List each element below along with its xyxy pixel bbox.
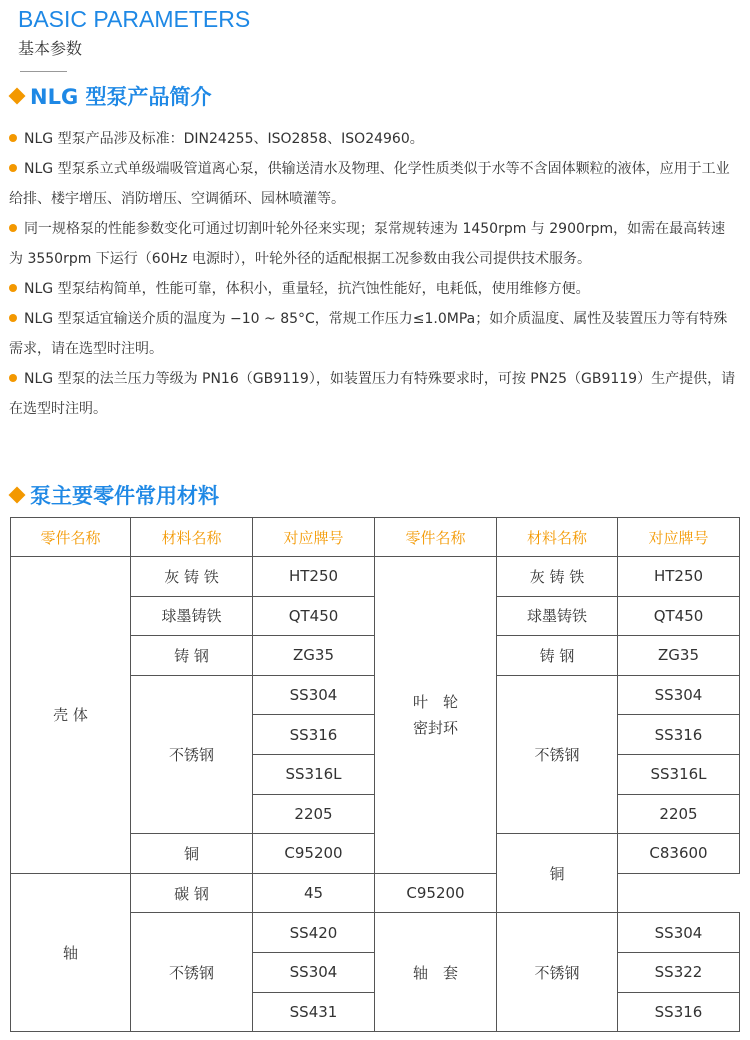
grade-cell: SS420 [253, 913, 375, 953]
list-item: NLG 型泵的法兰压力等级为 PN16（GB9119），如装置压力有特殊要求时，可按 PN25（GB9119）生产提供，请在选型时注明。 [9, 371, 736, 417]
bullet-dot-icon [9, 314, 17, 322]
table-row [11, 557, 740, 597]
header-title-cn: 基本参数 [18, 39, 83, 58]
grade-cell: SS316L [618, 754, 740, 794]
material-cell: 灰 铸 铁 [497, 557, 618, 597]
grade-cell: QT450 [253, 596, 375, 636]
bullet-dot-icon [9, 224, 17, 232]
diamond-icon [9, 88, 26, 105]
header-title-en: BASIC PARAMETERS [18, 6, 251, 32]
material-cell: 铜 [497, 834, 618, 913]
material-cell: 灰 铸 铁 [131, 557, 253, 597]
materials-section-title [9, 480, 219, 510]
grade-cell: QT450 [618, 596, 740, 636]
material-cell: 铸 钢 [131, 636, 253, 676]
grade-cell: 2205 [618, 794, 740, 834]
material-cell: 碳 钢 [131, 873, 253, 913]
diamond-icon [9, 487, 26, 504]
grade-cell: 45 [253, 873, 375, 913]
header-part-name: 零件名称 [375, 518, 497, 557]
list-item: NLG 型泵结构简单，性能可靠，体积小，重量轻，抗汽蚀性能好，电耗低，使用维修方便。 [9, 274, 739, 304]
bullet-dot-icon [9, 134, 17, 142]
material-cell: 不锈钢 [131, 913, 253, 1032]
part-impeller-seal-ring: 叶 轮 密封环 [375, 557, 497, 874]
bullet-dot-icon [9, 374, 17, 382]
grade-cell: C95200 [375, 873, 497, 913]
list-item: NLG 型泵产品涉及标准：DIN24255、ISO2858、ISO24960。 [9, 124, 739, 154]
grade-cell: SS431 [253, 992, 375, 1032]
list-item: NLG 型泵适宜输送介质的温度为 −10 ~ 85°C，常规工作压力≤1.0MPa；如介质温度、属性及装置压力等有特殊需求，请在选型时注明。 [9, 311, 728, 357]
grade-cell: ZG35 [253, 636, 375, 676]
header-part-name: 零件名称 [11, 518, 131, 557]
material-cell: 铜 [131, 834, 253, 874]
intro-section-title [9, 81, 212, 111]
part-shaft-sleeve: 轴 套 [375, 913, 497, 1032]
grade-cell: SS304 [618, 913, 740, 953]
intro-bullet-list [9, 124, 739, 424]
grade-cell: SS304 [618, 675, 740, 715]
bullet-dot-icon [9, 164, 17, 172]
intro-title-text: NLG 型泵产品简介 [30, 85, 212, 109]
material-cell: 球墨铸铁 [131, 596, 253, 636]
grade-cell: 2205 [253, 794, 375, 834]
header-material-name: 材料名称 [131, 518, 253, 557]
grade-cell: HT250 [618, 557, 740, 597]
material-cell: 不锈钢 [131, 675, 253, 833]
grade-cell: SS322 [618, 952, 740, 992]
grade-cell: SS316 [618, 992, 740, 1032]
material-cell: 球墨铸铁 [497, 596, 618, 636]
table-row [11, 873, 740, 913]
grade-cell: SS316 [253, 715, 375, 755]
header-divider [20, 71, 67, 72]
header-material-name: 材料名称 [497, 518, 618, 557]
list-item: NLG 型泵系立式单级端吸管道离心泵，供输送清水及物理、化学性质类似于水等不含固体颗粒的液体，应用于工业给排、楼宇增压、消防增压、空调循环、园林喷灌等。 [9, 161, 730, 207]
table-header-row [11, 518, 740, 557]
bullet-dot-icon [9, 284, 17, 292]
grade-cell: SS304 [253, 952, 375, 992]
grade-cell: ZG35 [618, 636, 740, 676]
grade-cell: HT250 [253, 557, 375, 597]
materials-table [10, 517, 740, 1032]
material-cell: 不锈钢 [497, 675, 618, 833]
material-cell: 不锈钢 [497, 913, 618, 1032]
list-item: 同一规格泵的性能参数变化可通过切割叶轮外径来实现；泵常规转速为 1450rpm 与 2900rpm，如需在最高转速为 3550rpm 下运行（60Hz 电源时），叶轮外径的适配根据工况参数由我公司提供技术服务。 [9, 221, 726, 267]
grade-cell: SS304 [253, 675, 375, 715]
materials-title-text: 泵主要零件常用材料 [30, 484, 219, 508]
header-grade: 对应牌号 [253, 518, 375, 557]
part-shaft: 轴 [11, 873, 131, 1031]
grade-cell: C95200 [253, 834, 375, 874]
header-grade: 对应牌号 [618, 518, 740, 557]
grade-cell: SS316 [618, 715, 740, 755]
grade-cell: C83600 [618, 834, 740, 874]
part-casing: 壳 体 [11, 557, 131, 874]
material-cell: 铸 钢 [497, 636, 618, 676]
grade-cell: SS316L [253, 754, 375, 794]
